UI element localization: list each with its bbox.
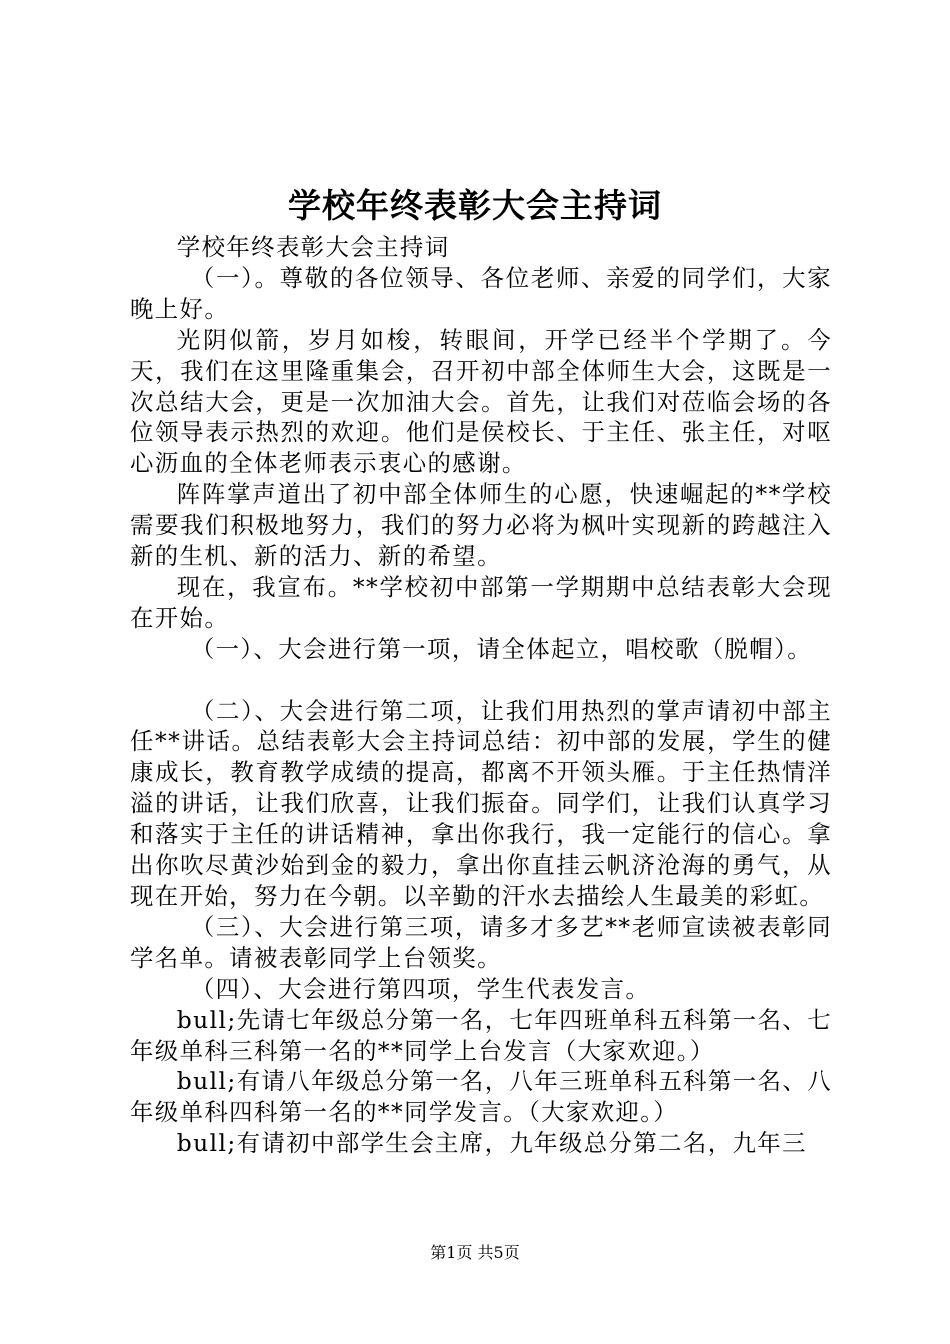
paragraph-item-two: （二）、大会进行第二项，让我们用热烈的掌声请初中部主任**讲话。总结表彰大会主持词总结：初中部的发展，学生的健康成长，教育教学成绩的提高，都离不开领头雁。于主任热情洋溢的讲话，让我们欣喜，让我们振奋。同学们，让我们认真学习和落实于主任的讲话精神，拿出你我行，我一定能行的信心。拿出你吹尽黄沙始到金的毅力，拿出你直挂云帆济沧海的勇气，从现在开始，努力在今朝。以辛勤的汗水去描绘人生最美的彩虹。 bbox=[130, 696, 832, 911]
paragraph-item-one: （一）、大会进行第一项，请全体起立，唱校歌（脱帽）。 bbox=[190, 634, 812, 663]
paragraph-announcement: 现在，我宣布。**学校初中部第一学期期中总结表彰大会现在开始。 bbox=[130, 572, 832, 632]
paragraph-greeting: （一）。尊敬的各位领导、各位老师、亲爱的同学们，大家晚上好。 bbox=[130, 263, 832, 323]
page-title: 学校年终表彰大会主持词 bbox=[288, 186, 662, 225]
paragraph-subtitle: 学校年终表彰大会主持词 bbox=[176, 233, 450, 261]
paragraph-item-three: （三）、大会进行第三项，请多才多艺**老师宣读被表彰同学名单。请被表彰同学上台领奖。 bbox=[130, 912, 832, 972]
paragraph-opening: 光阴似箭，岁月如梭，转眼间，开学已经半个学期了。今天，我们在这里隆重集会，召开初中部全体师生大会，这既是一次总结大会，更是一次加油大会。首先，让我们对莅临会场的各位领导表示热烈的欢迎。他们是侯校长、于主任、张主任，对呕心沥血的全体老师表示衷心的感谢。 bbox=[130, 325, 832, 478]
paragraph-bullet-grade9: bull;有请初中部学生会主席，九年级总分第二名，九年三 bbox=[176, 1129, 807, 1158]
paragraph-bullet-grade7: bull;先请七年级总分第一名，七年四班单科五科第一名、七年级单科三科第一名的**同学上台发言（大家欢迎。） bbox=[130, 1005, 832, 1065]
page-number: 第1页 共5页 bbox=[430, 1243, 520, 1262]
paragraph-applause: 阵阵掌声道出了初中部全体师生的心愿，快速崛起的**学校需要我们积极地努力，我们的努力必将为枫叶实现新的跨越注入新的生机、新的活力、新的希望。 bbox=[130, 480, 832, 571]
paragraph-bullet-grade8: bull;有请八年级总分第一名，八年三班单科五科第一名、八年级单科四科第一名的**同学发言。（大家欢迎。） bbox=[130, 1067, 832, 1127]
document-body bbox=[130, 232, 832, 1159]
paragraph-item-four: （四）、大会进行第四项，学生代表发言。 bbox=[190, 974, 651, 1003]
blank-line bbox=[130, 665, 832, 696]
